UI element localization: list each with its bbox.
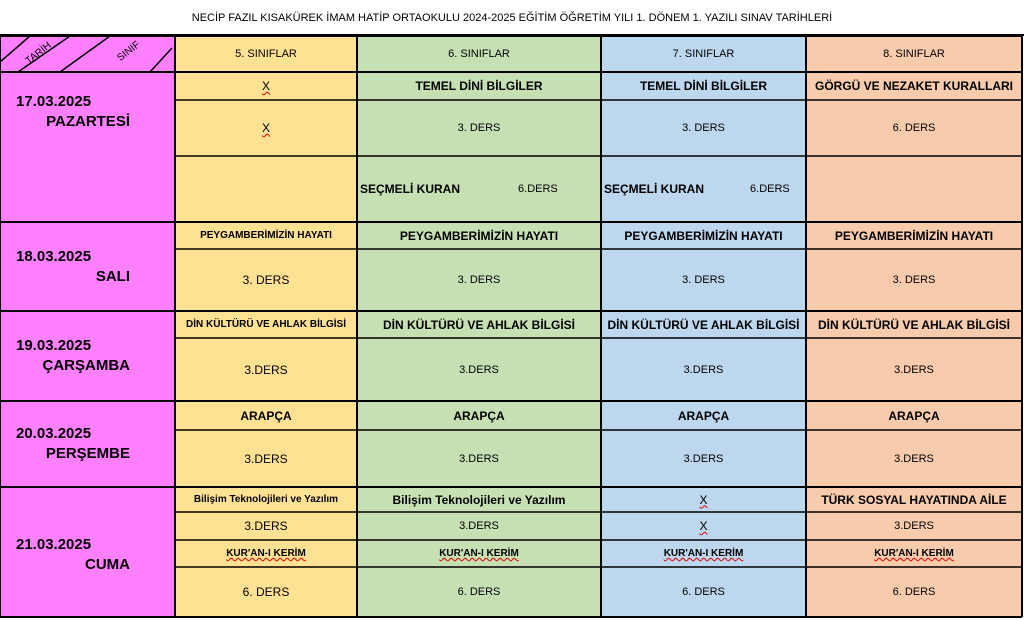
class-header-label: 5. SINIFLAR [235, 48, 297, 60]
date-label: 17.03.2025 [16, 93, 92, 110]
lesson-period-label: 3.DERS [244, 362, 288, 377]
day-label: ÇARŞAMBA [42, 357, 130, 374]
lesson-period-label: 6.DERS [518, 183, 558, 195]
lesson-period-label: 3.DERS [244, 519, 288, 533]
lesson-period-label: 3.DERS [683, 363, 724, 376]
no-exam-mark: X [699, 519, 708, 533]
corner-diagonal [150, 48, 172, 72]
subject-label: KUR'AN-I KERİM [874, 548, 954, 559]
lesson-period-label: 6. DERS [242, 585, 290, 599]
date-label: 20.03.2025 [16, 425, 92, 442]
corner-diagonal [0, 36, 30, 62]
subject-label: SEÇMELİ KURAN [360, 182, 461, 196]
date-label: 18.03.2025 [16, 247, 92, 265]
day-label: CUMA [85, 556, 130, 573]
subject-label: ARAPÇA [453, 408, 505, 423]
subject-label: PEYGAMBERİMİZİN HAYATI [399, 228, 559, 243]
subject-label: DİN KÜLTÜRÜ VE AHLAK BİLGİSİ [186, 319, 346, 330]
subject-label: PEYGAMBERİMİZİN HAYATI [200, 230, 332, 241]
corner-sinif-label: SINIF [115, 39, 143, 64]
subject-label: GÖRGÜ VE NEZAKET KURALLARI [815, 79, 1013, 93]
lesson-period-label: 3.DERS [244, 451, 288, 466]
lesson-period-label: 3.DERS [894, 452, 934, 465]
subject-label: PEYGAMBERİMİZİN HAYATI [834, 228, 994, 243]
lesson-period-label: 3. DERS [242, 273, 290, 287]
lesson-period-label: 3.DERS [894, 363, 934, 376]
day-label: SALI [95, 267, 130, 285]
subject-label: TEMEL DİNİ BİLGİLER [415, 79, 543, 93]
lesson-period-label: 3. DERS [457, 122, 501, 134]
subject-label: KUR'AN-I KERİM [439, 548, 519, 559]
corner-diagonal [60, 36, 110, 72]
lesson-period-label: 3. DERS [457, 274, 501, 286]
subject-label: DİN KÜLTÜRÜ VE AHLAK BİLGİSİ [607, 317, 800, 332]
page-title: NECİP FAZIL KISAKÜREK İMAM HATİP ORTAOKULU 2024-2025 EĞİTİM ÖĞRETİM YILI 1. DÖNEM 1. YAZILI SINAV TARİHLERİ [0, 0, 1024, 36]
subject-label: KUR'AN-I KERİM [226, 548, 306, 559]
lesson-period-label: 3. DERS [892, 274, 936, 286]
subject-label: KUR'AN-I KERİM [663, 548, 744, 559]
lesson-period-label: 6. DERS [892, 586, 936, 598]
subject-label: Bilişim Teknolojileri ve Yazılım [392, 492, 566, 507]
subject-label: PEYGAMBERİMİZİN HAYATI [624, 228, 783, 243]
no-exam-mark: X [261, 121, 270, 135]
class-header-label: 7. SINIFLAR [672, 48, 735, 60]
lesson-period-label: 3. DERS [682, 122, 725, 134]
no-exam-mark: X [699, 492, 708, 507]
lesson-period-label: 3.DERS [459, 363, 499, 376]
no-exam-mark: X [261, 79, 270, 93]
day-label: PERŞEMBE [45, 445, 130, 462]
subject-label: ARAPÇA [888, 408, 940, 423]
subject-label: TÜRK SOSYAL HAYATINDA AİLE [821, 492, 1007, 507]
subject-label: SEÇMELİ KURAN [604, 182, 705, 196]
subject-label: ARAPÇA [240, 408, 292, 423]
corner-tarih-label: TARİH [23, 40, 54, 67]
class-header-label: 8. SINIFLAR [883, 48, 945, 60]
date-label: 21.03.2025 [16, 536, 92, 553]
day-label: PAZARTESİ [46, 113, 130, 130]
lesson-period-label: 6.DERS [750, 183, 790, 195]
lesson-period-label: 6. DERS [682, 586, 725, 598]
subject-label: Bilişim Teknolojileri ve Yazılım [193, 494, 339, 505]
subject-label: ARAPÇA [677, 408, 730, 423]
lesson-period-label: 3.DERS [683, 452, 724, 465]
lesson-period-label: 3.DERS [459, 520, 499, 532]
corner-diagonal [18, 36, 70, 72]
subject-label: DİN KÜLTÜRÜ VE AHLAK BİLGİSİ [818, 317, 1010, 332]
date-label: 19.03.2025 [16, 337, 92, 354]
class-header-label: 6. SINIFLAR [448, 48, 510, 60]
lesson-period-label: 3.DERS [894, 520, 934, 532]
lesson-period-label: 3. DERS [682, 274, 725, 286]
lesson-period-label: 6. DERS [457, 586, 501, 598]
subject-label: DİN KÜLTÜRÜ VE AHLAK BİLGİSİ [383, 317, 575, 332]
lesson-period-label: 6. DERS [892, 122, 936, 134]
subject-label: TEMEL DİNİ BİLGİLER [639, 79, 768, 93]
lesson-period-label: 3.DERS [459, 452, 499, 465]
